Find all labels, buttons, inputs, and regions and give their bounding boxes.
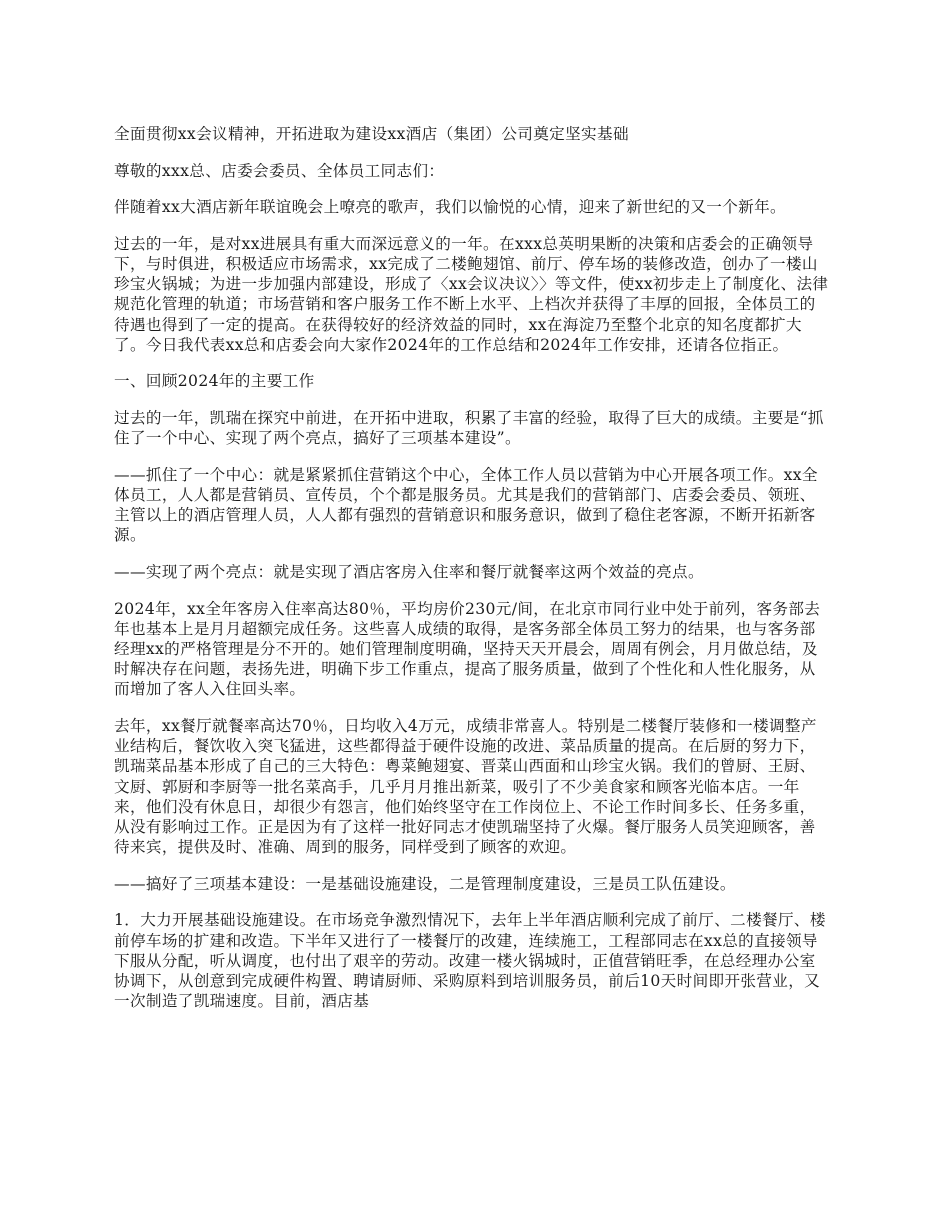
- body-paragraph: 1．大力开展基础设施建设。在市场竞争激烈情况下，去年上半年酒店顺利完成了前厅、二楼餐厅、楼前停车场的扩建和改造。下半年又进行了一楼餐厅的改建，连续施工，工程部同志在xx总的直接领导下服从分配，听从调度，也付出了艰辛的劳动。改建一楼火锅城时，正值营销旺季，在总经理办公室协调下，从创意到完成硬件构置、聘请厨师、采购原料到培训服务员，前后10天时间即开张营业，又一次制造了凯瑞速度。目前，酒店基: [114, 911, 826, 1011]
- document-page: [114, 124, 830, 1011]
- body-paragraph: 伴随着xx大酒店新年联谊晚会上嘹亮的歌声，我们以愉悦的心情，迎来了新世纪的又一个新年。: [114, 198, 786, 217]
- body-paragraph: 去年，xx餐厅就餐率高达70％，日均收入4万元，成绩非常喜人。特别是二楼餐厅装修和一楼调整产业结构后，餐饮收入突飞猛进，这些都得益于硬件设施的改进、菜品质量的提高。在后厨的努力下，凯瑞菜品基本形成了自己的三大特色：粤菜鲍翅宴、晋菜山西面和山珍宝火锅。我们的曾厨、王厨、文厨、郭厨和李厨等一批名菜高手，几乎月月推出新菜，吸引了不少美食家和顾客光临本店。一年来，他们没有休息日，却很少有怨言，他们始终坚守在工作岗位上、不论工作时间多长、任务多重，从没有影响过工作。正是因为有了这样一批好同志才使凯瑞坚持了火爆。餐厅服务人员笑迎顾客，善待来宾，提供及时、准确、周到的服务，同样受到了顾客的欢迎。: [114, 716, 817, 857]
- body-paragraph: ——抓住了一个中心：就是紧紧抓住营销这个中心，全体工作人员以营销为中心开展各项工作。xx全体员工，人人都是营销员、宣传员，个个都是服务员。尤其是我们的营销部门、店委会委员、领班、主管以上的酒店管理人员，人人都有强烈的营销意识和服务意识，做到了稳住老客源，不断开拓新客源。: [114, 465, 818, 545]
- body-paragraph: 2024年，xx全年客房入住率高达80％，平均房价230元/间，在北京市同行业中处于前列，客务部去年也基本上是月月超额完成任务。这些喜人成绩的取得，是客务部全体员工努力的结果，也与客务部经理xx的严格管理是分不开的。她们管理制度明确，坚持天天开晨会，周周有例会，月月做总结，及时解决存在问题，表扬先进，明确下步工作重点，提高了服务质量，做到了个性化和人性化服务，从而增加了客人入住回头率。: [114, 599, 821, 699]
- body-paragraph: 过去的一年，是对xx进展具有重大而深远意义的一年。在xxx总英明果断的决策和店委会的正确领导下，与时俱进，积极适应市场需求，xx完成了二楼鲍翅馆、前厅、停车场的装修改造，创办了一楼山珍宝火锅城；为进一步加强内部建设，形成了〈xx会议决议〉〉等文件，使xx初步走上了制度化、法律规范化管理的轨道；市场营销和客户服务工作不断上水平、上档次并获得了丰厚的回报，全体员工的待遇也得到了一定的提高。在获得较好的经济效益的同时，xx在海淀乃至整个北京的知名度都扩大了。今日我代表xx总和店委会向大家作2024年的工作总结和2024年工作安排，还请各位指正。: [114, 234, 829, 354]
- body-paragraph: ——实现了两个亮点：就是实现了酒店客房入住率和餐厅就餐率这两个效益的亮点。: [114, 562, 704, 581]
- section-heading: 一、回顾2024年的主要工作: [114, 372, 315, 391]
- body-paragraph: ——搞好了三项基本建设：一是基础设施建设，二是管理制度建设，三是员工队伍建设。: [114, 874, 736, 893]
- document-title: 全面贯彻xx会议精神，开拓进取为建设xx酒店（集团）公司奠定坚实基础: [114, 125, 629, 143]
- body-paragraph: 过去的一年，凯瑞在探究中前进，在开拓中进取，积累了丰富的经验，取得了巨大的成绩。主要是“抓住了一个中心、实现了两个亮点，搞好了三项基本建设”。: [114, 408, 824, 448]
- salutation: 尊敬的xxx总、店委会委员、全体员工同志们：: [114, 161, 445, 180]
